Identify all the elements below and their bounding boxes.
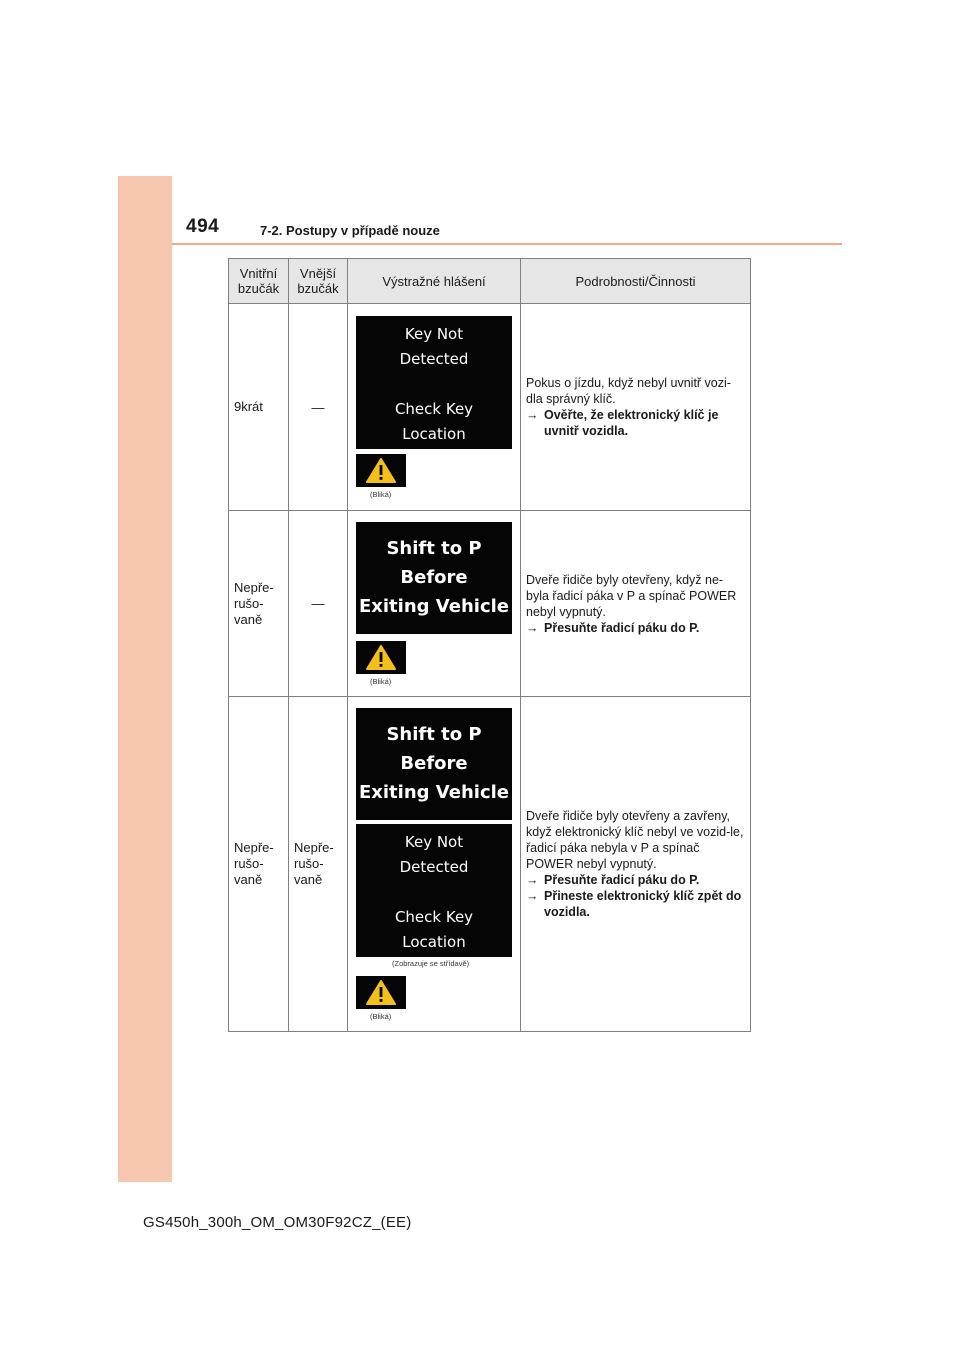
action-text: Přineste elektronický klíč zpět do vozidla. (544, 889, 742, 919)
alternate-display-caption: (Zobrazuje se střídavě) (392, 959, 470, 968)
warning-message-cell (348, 697, 521, 1032)
table-row (229, 697, 751, 1032)
warning-triangle-icon (356, 454, 406, 487)
screen-line: Detected (399, 858, 469, 876)
detail-text: Dveře řidiče byly otevřeny, když ne-byla řadicí páka v P a spínač POWER nebyl vypnutý. (526, 572, 737, 619)
page-number: 494 (186, 216, 220, 237)
details-cell (521, 511, 751, 697)
arrow-icon: → (526, 620, 539, 635)
warning-triangle-icon (356, 976, 406, 1009)
icon-caption: (Bliká) (370, 1012, 392, 1021)
chapter-sidebar-tab (118, 176, 172, 1182)
inner-buzzer-count: 9krát (229, 304, 289, 511)
document-code-footer: GS450h_300h_OM_OM30F92CZ_(EE) (143, 1214, 412, 1231)
screen-line: Exiting Vehicle (358, 596, 509, 617)
details-cell (521, 304, 751, 511)
icon-caption: (Bliká) (370, 490, 392, 499)
screen-line (356, 372, 512, 397)
table-row (229, 511, 751, 697)
outer-buzzer-count: Nepře- rušo- vaně (289, 697, 348, 1032)
display-screen-key-not-detected (356, 824, 512, 957)
action-text: Přesuňte řadicí páku do P. (544, 620, 700, 635)
action-item (526, 888, 745, 920)
arrow-icon: → (526, 889, 539, 903)
table-row (229, 304, 751, 511)
warning-message-cell (348, 304, 521, 511)
screen-line: Shift to P (386, 724, 482, 745)
column-header-inner-buzzer: Vnitřní bzučák (229, 259, 289, 304)
display-screen-key-not-detected (356, 316, 512, 449)
screen-line: Exiting Vehicle (358, 782, 509, 803)
screen-line: Check Key (394, 400, 474, 418)
screen-line: Location (402, 933, 466, 951)
inner-buzzer-count: Nepře- rušo- vaně (229, 697, 289, 1032)
action-text: Přesuňte řadicí páku do P. (544, 873, 700, 887)
outer-buzzer-count: — (289, 304, 348, 511)
header-divider (172, 243, 842, 245)
arrow-icon: → (526, 408, 539, 422)
warning-message-cell (348, 511, 521, 697)
outer-buzzer-count: — (289, 511, 348, 697)
action-item (526, 407, 745, 439)
details-cell (521, 697, 751, 1032)
screen-line: Detected (399, 350, 469, 368)
detail-text: Pokus o jízdu, když nebyl uvnitř vozi-dla správný klíč. (526, 376, 731, 406)
screen-line: Before (400, 753, 468, 774)
warning-messages-table (228, 258, 751, 1032)
screen-line (356, 880, 512, 905)
icon-caption: (Bliká) (370, 677, 392, 686)
action-text: Ověřte, že elektronický klíč je uvnitř vozidla. (544, 408, 719, 438)
table-header-row (229, 259, 751, 304)
inner-buzzer-count: Nepře- rušo- vaně (229, 511, 289, 697)
screen-line: Key Not (404, 325, 464, 343)
detail-text: Dveře řidiče byly otevřeny a zavřeny, když elektronický klíč nebyl ve vozid-le, řadicí páka nebyla v P a spínač POWER nebyl vypnutý. (526, 809, 744, 871)
action-item (526, 620, 745, 636)
screen-line: Shift to P (386, 538, 482, 559)
arrow-icon: → (526, 873, 539, 887)
screen-line: Key Not (404, 833, 464, 851)
screen-line: Before (400, 567, 468, 588)
display-screen-shift-to-p (356, 708, 512, 820)
action-item (526, 872, 745, 888)
screen-line: Check Key (394, 908, 474, 926)
warning-triangle-icon (356, 641, 406, 674)
screen-line: Location (402, 425, 466, 443)
column-header-warning-message: Výstražné hlášení (348, 259, 521, 304)
column-header-outer-buzzer: Vnější bzučák (289, 259, 348, 304)
section-title: 7-2. Postupy v případě nouze (260, 223, 440, 238)
column-header-details: Podrobnosti/Činnosti (521, 259, 751, 304)
display-screen-shift-to-p (356, 522, 512, 634)
